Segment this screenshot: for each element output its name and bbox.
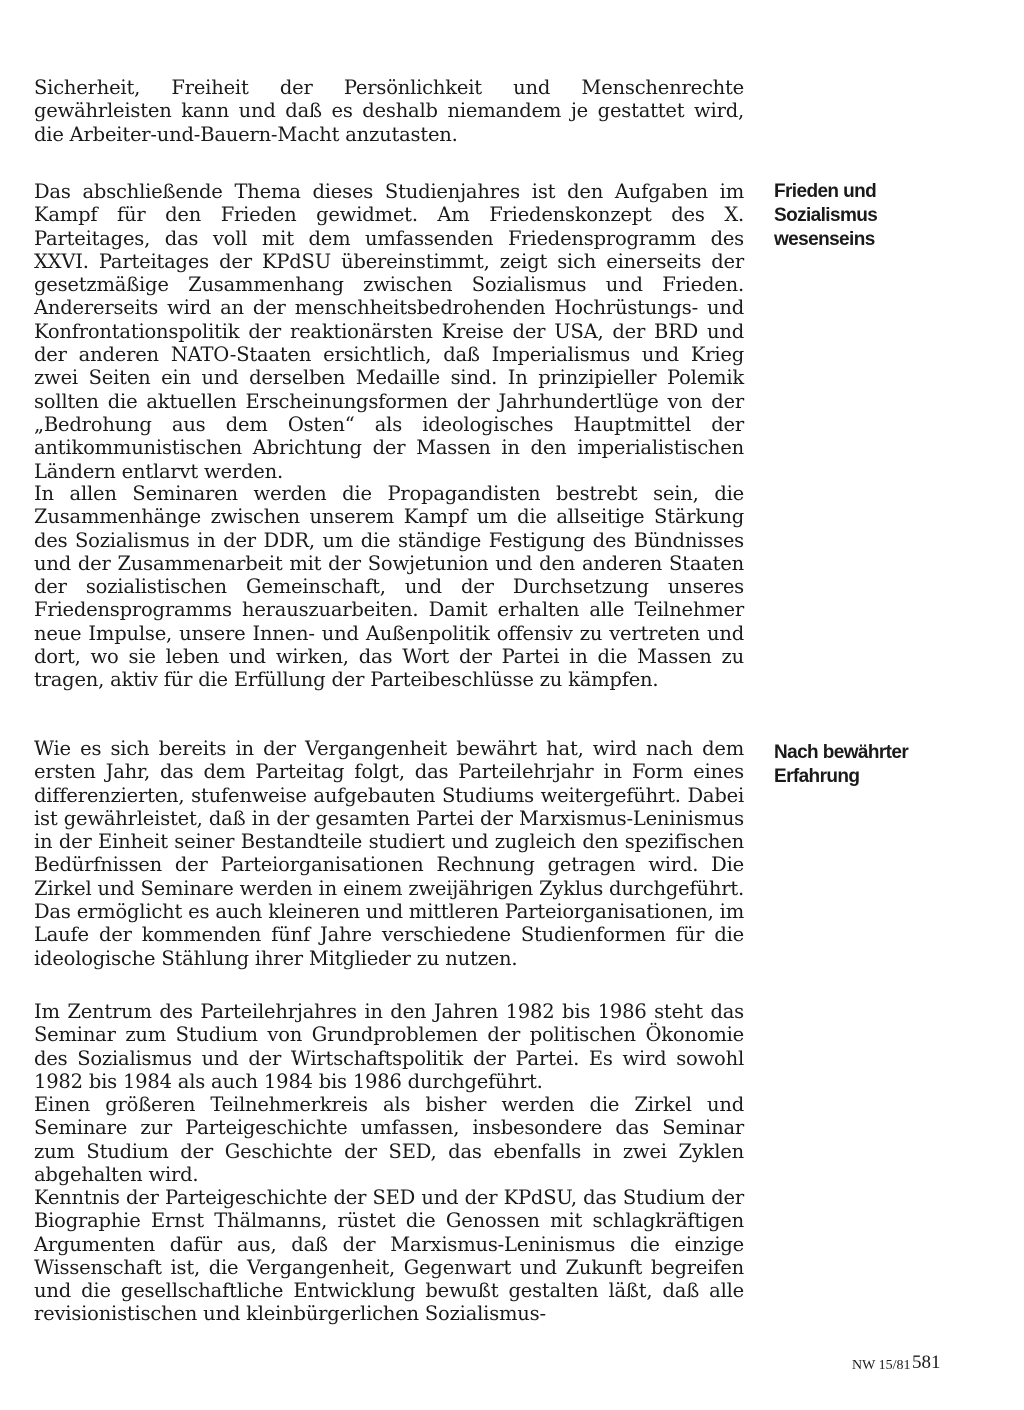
paragraph-intro: Sicherheit, Freiheit der Persönlichkeit und Menschenrechte gewährleisten kann und daß es deshalb niemandem je gestattet wird, die Arbeiter-und-Bauern-Macht anzutasten. xyxy=(34,76,744,146)
footer-issue: NW 15/81 xyxy=(852,1358,911,1373)
paragraph-history-seminars: Einen größeren Teilnehmerkreis als bisher werden die Zirkel und Seminare zur Parteigeschichte umfassen, insbesondere das Seminar zum Studium der Geschichte der SED, das ebenfalls in zwei Zyklen abgehalten wird. xyxy=(34,1093,744,1186)
paragraph-experience: Wie es sich bereits in der Vergangenheit bewährt hat, wird nach dem ersten Jahr, das dem Parteitag folgt, das Parteilehrjahr in Form eines differenzierten, stufenweise aufgebauten Studiums weitergeführt. Dabei ist gewährleistet, daß in der gesamten Partei der Marxismus-Leninismus in der Einheit seiner Bestandteile studiert und zugleich den spezifischen Bedürfnissen der Parteiorganisationen Rechnung getragen wird. Die Zirkel und Seminare werden in einem zweijährigen Zyklus durchgeführt. Das ermöglicht es auch kleineren und mittleren Parteiorganisationen, im Laufe der kommenden fünf Jahre verschiedene Studienformen für die ideologische Stählung ihrer Mitglieder zu nutzen. xyxy=(34,737,744,970)
margin-note-peace: Frieden und Sozialismus wesenseins xyxy=(774,181,878,250)
paragraph-peace-topic: Das abschließende Thema dieses Studienjahres ist den Aufgaben im Kampf für den Frieden gewidmet. Am Friedenskonzept des X. Parteitages, das voll mit dem umfassenden Friedensprogramm des XXVI. Parteitages der KPdSU übereinstimmt, zeigt sich einerseits der gesetzmäßige Zusammenhang zwischen Sozialismus und Frieden. Andererseits wird an der menschheitsbedrohenden Hochrüstungs- und Konfrontationspolitik der reaktionärsten Kreise der USA, der BRD und der anderen NATO-Staaten ersichtlich, daß Imperialismus und Krieg zwei Seiten ein und derselben Medaille sind. In prinzipieller Polemik sollten die aktuellen Erscheinungsformen der Jahrhundertlüge von der „Bedrohung aus dem Osten“ als ideologisches Hauptmittel der antikommunistischen Abrichtung der Massen in den imperialistischen Ländern entlarvt werden. xyxy=(34,180,744,483)
paragraph-seminars: In allen Seminaren werden die Propagandisten bestrebt sein, die Zusammenhänge zwischen unserem Kampf um die allseitige Stärkung des Sozialismus in der DDR, um die ständige Festigung des Bündnisses und der Zusammenarbeit mit der Sowjetunion und den anderen Staaten der sozialistischen Gemeinschaft, und der Durchsetzung unseres Friedensprogramms herauszuarbeiten. Damit erhalten alle Teilnehmer neue Impulse, unsere Innen- und Außenpolitik offensiv zu vertreten und dort, wo sie leben und wirken, das Wort der Partei in die Massen zu tragen, aktiv für die Erfüllung der Parteibeschlüsse zu kämpfen. xyxy=(34,482,744,692)
paragraph-party-history: Kenntnis der Parteigeschichte der SED und der KPdSU, das Studium der Biographie Ernst Thälmanns, rüstet die Genossen mit schlagkräftigen Argumenten dafür aus, daß der Marxismus-Leninismus die einzige Wissenschaft ist, die Vergangenheit, Gegenwart und Zukunft begreifen und die gesellschaftliche Entwicklung bewußt gestalten läßt, daß alle revisionistischen und kleinbürgerlichen Sozialismus- xyxy=(34,1186,744,1326)
margin-note-experience: Nach bewährter Erfahrung xyxy=(774,742,909,787)
paragraph-center: Im Zentrum des Parteilehrjahres in den Jahren 1982 bis 1986 steht das Seminar zum Studium von Grundproblemen der politischen Ökonomie des Sozialismus und der Wirtschaftspolitik der Partei. Es wird sowohl 1982 bis 1984 als auch 1984 bis 1986 durchgeführt. xyxy=(34,1000,744,1093)
page-number: 581 xyxy=(912,1352,941,1373)
